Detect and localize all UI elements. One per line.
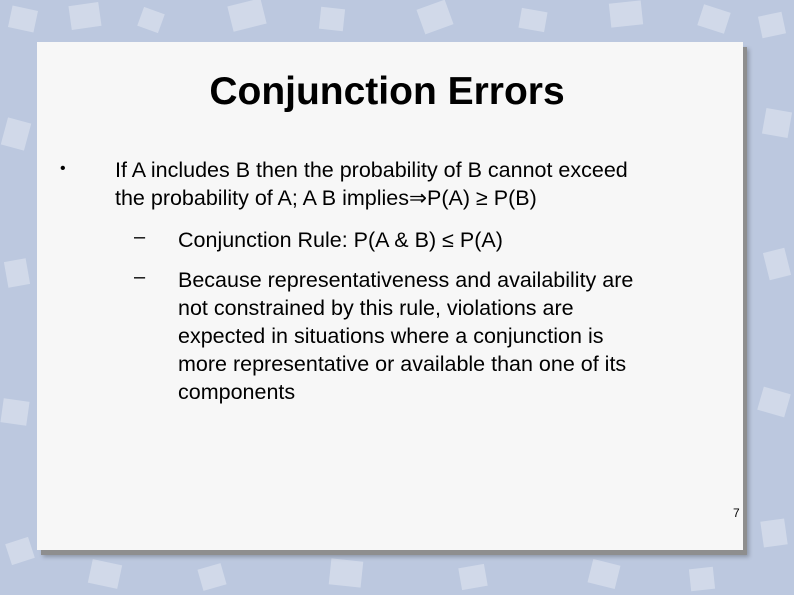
bullet-line: If A includes B then the probability of B cannot exceed <box>115 158 628 182</box>
bullet-marker: • <box>60 160 66 177</box>
sub-bullet-line: not constrained by this rule, violations are <box>178 296 574 320</box>
sub-bullet-representativeness <box>178 266 738 406</box>
main-bullet <box>115 156 735 212</box>
sub-bullet-line: Conjunction Rule: P(A & B) ≤ P(A) <box>178 228 503 252</box>
sub-bullet-marker: – <box>134 266 146 288</box>
bullet-line: the probability of A; A B implies⇒P(A) ≥ P(B) <box>115 186 537 210</box>
sub-bullet-line: Because representativeness and availability are <box>178 268 634 292</box>
sub-bullet-line: expected in situations where a conjunction is <box>178 324 604 348</box>
slide-title: Conjunction Errors <box>209 70 565 113</box>
sub-bullet-marker: – <box>134 226 146 248</box>
sub-bullet-conjunction-rule <box>178 226 738 254</box>
page-number: 7 <box>733 506 740 520</box>
sub-bullet-line: components <box>178 380 296 404</box>
sub-bullet-line: more representative or available than one of its <box>178 352 627 376</box>
